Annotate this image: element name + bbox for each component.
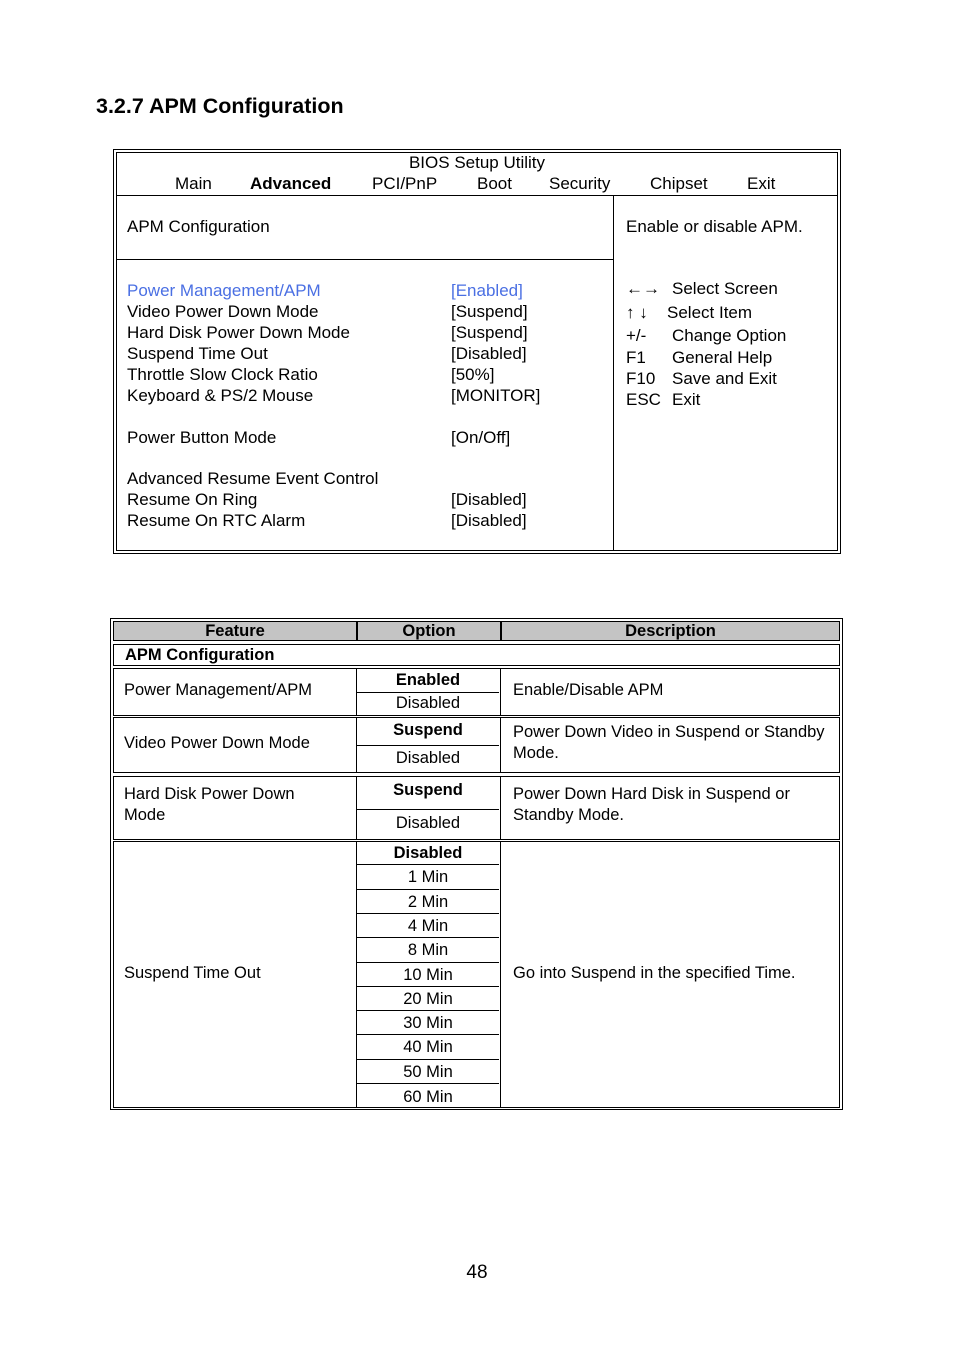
tab-boot[interactable]: Boot: [477, 174, 512, 193]
option-cell: 8 Min: [407, 941, 449, 959]
option-cell: Suspend: [393, 781, 463, 799]
feature-cell: Video Power Down Mode: [124, 734, 310, 752]
option-divider: [357, 864, 499, 865]
item-value: [On/Off]: [451, 428, 511, 447]
page-heading: 3.2.7 APM Configuration: [96, 94, 344, 118]
item-value: [50%]: [451, 365, 495, 384]
left-right-arrow-icon: ←→: [626, 279, 660, 298]
key-desc: Select Item: [667, 303, 753, 322]
tab-pci-pnp[interactable]: PCI/PnP: [372, 174, 438, 193]
bios-title: BIOS Setup Utility: [408, 153, 546, 172]
key-desc: Select Screen: [672, 279, 778, 298]
item-label: Power Management/APM: [127, 281, 321, 300]
description-cell: Power Down Hard Disk in Suspend or Standby Mode.: [513, 785, 790, 824]
tab-security[interactable]: Security: [549, 174, 611, 193]
option-cell: 50 Min: [403, 1063, 453, 1081]
option-divider: [357, 962, 499, 963]
header-option: Option: [357, 621, 501, 641]
bios-screen: [113, 149, 841, 554]
option-cell: Disabled: [395, 694, 461, 712]
option-divider: [357, 986, 499, 987]
col-divider: [500, 776, 501, 840]
item-label: Video Power Down Mode: [127, 302, 319, 321]
option-cell: Disabled: [395, 814, 461, 832]
key-label: +/-: [626, 326, 647, 345]
option-cell: 10 Min: [403, 966, 453, 984]
option-divider: [357, 889, 499, 890]
item-label: Throttle Slow Clock Ratio: [127, 365, 318, 384]
option-cell: Suspend: [393, 721, 463, 739]
item-value: [Suspend]: [451, 302, 528, 321]
key-label: ESC: [626, 390, 661, 409]
page-number: 48: [466, 1262, 488, 1283]
description-cell: Go into Suspend in the specified Time.: [513, 964, 796, 982]
bios-frame: [116, 152, 838, 551]
item-value: [MONITOR]: [451, 386, 541, 405]
option-divider: [357, 1083, 499, 1084]
feature-cell: Suspend Time Out: [124, 964, 261, 982]
col-divider: [500, 668, 501, 716]
description-cell: Power Down Video in Suspend or Standby Mode.: [513, 723, 825, 762]
option-divider: [357, 745, 499, 746]
up-down-arrow-icon: ↑ ↓: [626, 303, 648, 322]
option-cell: Enabled: [395, 671, 461, 689]
option-divider: [357, 1010, 499, 1011]
item-value: [Enabled]: [451, 281, 523, 300]
option-cell: Disabled: [395, 749, 461, 767]
option-cell: 2 Min: [407, 893, 449, 911]
item-value: [Disabled]: [451, 511, 527, 530]
feature-table: [110, 618, 843, 1110]
feature-cell: Power Management/APM: [124, 681, 313, 699]
col-divider: [500, 841, 501, 1108]
option-cell: 40 Min: [403, 1038, 453, 1056]
section-divider: [117, 259, 613, 260]
bios-section-title: APM Configuration: [127, 217, 270, 236]
option-cell: 20 Min: [403, 990, 453, 1008]
key-desc: General Help: [672, 348, 773, 367]
option-cell: 1 Min: [407, 868, 449, 886]
tab-advanced[interactable]: Advanced: [250, 174, 332, 193]
item-label: Power Button Mode: [127, 428, 277, 447]
option-divider: [357, 913, 499, 914]
option-divider: [357, 937, 499, 938]
item-label: Hard Disk Power Down Mode: [127, 323, 350, 342]
key-label: F10: [626, 369, 656, 388]
item-label: Keyboard & PS/2 Mouse: [127, 386, 314, 405]
key-desc: Exit: [672, 390, 701, 409]
header-description: Description: [501, 621, 840, 641]
tab-main[interactable]: Main: [175, 174, 212, 193]
panel-divider: [613, 195, 614, 550]
section-row-apm: APM Configuration: [113, 644, 840, 666]
option-cell: 60 Min: [403, 1088, 453, 1106]
item-label: Advanced Resume Event Control: [127, 469, 379, 488]
option-divider: [357, 1059, 499, 1060]
item-label: Resume On Ring: [127, 490, 258, 509]
item-value: [Disabled]: [451, 344, 527, 363]
item-label: Resume On RTC Alarm: [127, 511, 306, 530]
item-value: [Disabled]: [451, 490, 527, 509]
item-value: [Suspend]: [451, 323, 528, 342]
feature-cell: Hard Disk Power Down Mode: [124, 785, 295, 824]
option-cell: 30 Min: [403, 1014, 453, 1032]
tab-chipset[interactable]: Chipset: [650, 174, 708, 193]
key-desc: Save and Exit: [672, 369, 777, 388]
item-label: Suspend Time Out: [127, 344, 268, 363]
option-cell: 4 Min: [407, 917, 449, 935]
key-label: F1: [626, 348, 646, 367]
menu-divider: [117, 195, 837, 196]
key-desc: Change Option: [672, 326, 787, 345]
tab-exit[interactable]: Exit: [747, 174, 776, 193]
description-cell: Enable/Disable APM: [513, 681, 664, 699]
option-cell: Disabled: [393, 844, 463, 862]
header-feature: Feature: [113, 621, 357, 641]
option-divider: [357, 809, 499, 810]
option-divider: [357, 1034, 499, 1035]
col-divider: [500, 717, 501, 773]
help-text: Enable or disable APM.: [626, 217, 803, 236]
